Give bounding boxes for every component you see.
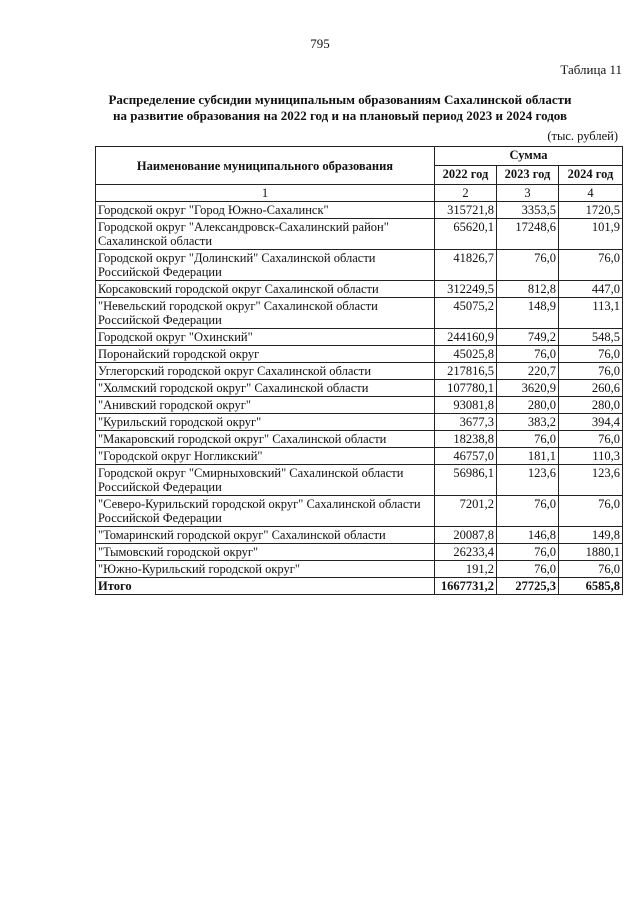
table-row bbox=[96, 329, 623, 346]
total-2024: 6585,8 bbox=[559, 578, 623, 595]
value-2024: 1880,1 bbox=[559, 544, 623, 561]
table-row bbox=[96, 346, 623, 363]
value-2023: 76,0 bbox=[497, 346, 559, 363]
value-2024: 76,0 bbox=[559, 250, 623, 281]
municipality-name: "Холмский городской округ" Сахалинской области bbox=[96, 380, 435, 397]
municipality-name: "Южно-Курильский городской округ" bbox=[96, 561, 435, 578]
value-2024: 101,9 bbox=[559, 219, 623, 250]
municipality-name: "Томаринский городской округ" Сахалинской области bbox=[96, 527, 435, 544]
value-2024: 76,0 bbox=[559, 496, 623, 527]
table-row bbox=[96, 527, 623, 544]
table-row bbox=[96, 219, 623, 250]
municipality-name: Городской округ "Охинский" bbox=[96, 329, 435, 346]
municipality-name: "Городской округ Ногликский" bbox=[96, 448, 435, 465]
value-2024: 76,0 bbox=[559, 431, 623, 448]
municipality-name: "Северо-Курильский городской округ" Сахалинской области Российской Федерации bbox=[96, 496, 435, 527]
value-2023: 146,8 bbox=[497, 527, 559, 544]
value-2022: 7201,2 bbox=[435, 496, 497, 527]
municipality-name: Городской округ "Долинский" Сахалинской области Российской Федерации bbox=[96, 250, 435, 281]
units-label: (тыс. рублей) bbox=[547, 129, 618, 143]
value-2023: 812,8 bbox=[497, 281, 559, 298]
value-2024: 149,8 bbox=[559, 527, 623, 544]
municipality-name: "Курильский городской округ" bbox=[96, 414, 435, 431]
header-name: Наименование муниципального образования bbox=[96, 147, 435, 185]
value-2022: 20087,8 bbox=[435, 527, 497, 544]
municipality-name: Углегорский городской округ Сахалинской области bbox=[96, 363, 435, 380]
municipality-name: "Невельский городской округ" Сахалинской области Российской Федерации bbox=[96, 298, 435, 329]
municipality-name: Городской округ "Город Южно-Сахалинск" bbox=[96, 202, 435, 219]
total-2022: 1667731,2 bbox=[435, 578, 497, 595]
header-year-2024: 2024 год bbox=[559, 166, 623, 185]
value-2024: 76,0 bbox=[559, 363, 623, 380]
table-row bbox=[96, 380, 623, 397]
value-2023: 123,6 bbox=[497, 465, 559, 496]
value-2022: 312249,5 bbox=[435, 281, 497, 298]
title-line-2: на развитие образования на 2022 год и на плановый период 2023 и 2024 годов bbox=[113, 108, 567, 123]
table-row bbox=[96, 414, 623, 431]
value-2022: 45075,2 bbox=[435, 298, 497, 329]
value-2022: 18238,8 bbox=[435, 431, 497, 448]
title-line-1: Распределение субсидии муниципальным образованиям Сахалинской области bbox=[108, 92, 572, 107]
value-2022: 56986,1 bbox=[435, 465, 497, 496]
table-row bbox=[96, 561, 623, 578]
value-2022: 46757,0 bbox=[435, 448, 497, 465]
value-2022: 191,2 bbox=[435, 561, 497, 578]
subsidy-table bbox=[95, 146, 623, 595]
column-number: 2 bbox=[435, 185, 497, 202]
header-sum: Сумма bbox=[435, 147, 623, 166]
value-2023: 181,1 bbox=[497, 448, 559, 465]
value-2024: 394,4 bbox=[559, 414, 623, 431]
value-2023: 3620,9 bbox=[497, 380, 559, 397]
table-title bbox=[60, 92, 620, 124]
value-2023: 76,0 bbox=[497, 431, 559, 448]
value-2024: 110,3 bbox=[559, 448, 623, 465]
value-2022: 65620,1 bbox=[435, 219, 497, 250]
table-row bbox=[96, 250, 623, 281]
value-2023: 76,0 bbox=[497, 250, 559, 281]
value-2023: 749,2 bbox=[497, 329, 559, 346]
total-row bbox=[96, 578, 623, 595]
column-number-row bbox=[96, 185, 623, 202]
total-2023: 27725,3 bbox=[497, 578, 559, 595]
value-2023: 220,7 bbox=[497, 363, 559, 380]
column-number: 4 bbox=[559, 185, 623, 202]
value-2022: 45025,8 bbox=[435, 346, 497, 363]
page-number: 795 bbox=[310, 36, 330, 51]
value-2023: 3353,5 bbox=[497, 202, 559, 219]
column-number: 1 bbox=[96, 185, 435, 202]
value-2024: 280,0 bbox=[559, 397, 623, 414]
table-row bbox=[96, 281, 623, 298]
municipality-name: "Тымовский городской округ" bbox=[96, 544, 435, 561]
value-2024: 548,5 bbox=[559, 329, 623, 346]
table-label: Таблица 11 bbox=[560, 62, 622, 77]
value-2024: 113,1 bbox=[559, 298, 623, 329]
value-2024: 76,0 bbox=[559, 346, 623, 363]
value-2023: 280,0 bbox=[497, 397, 559, 414]
table-row bbox=[96, 397, 623, 414]
value-2024: 1720,5 bbox=[559, 202, 623, 219]
column-number: 3 bbox=[497, 185, 559, 202]
table-body bbox=[96, 202, 623, 578]
value-2022: 3677,3 bbox=[435, 414, 497, 431]
municipality-name: "Макаровский городской округ" Сахалинской области bbox=[96, 431, 435, 448]
table-row bbox=[96, 202, 623, 219]
value-2024: 123,6 bbox=[559, 465, 623, 496]
table-row bbox=[96, 363, 623, 380]
table-row bbox=[96, 465, 623, 496]
value-2022: 315721,8 bbox=[435, 202, 497, 219]
table-row bbox=[96, 431, 623, 448]
value-2023: 76,0 bbox=[497, 544, 559, 561]
table-row bbox=[96, 544, 623, 561]
header-year-2023: 2023 год bbox=[497, 166, 559, 185]
municipality-name: Городской округ "Александровск-Сахалинский район" Сахалинской области bbox=[96, 219, 435, 250]
header-year-2022: 2022 год bbox=[435, 166, 497, 185]
value-2023: 383,2 bbox=[497, 414, 559, 431]
value-2024: 447,0 bbox=[559, 281, 623, 298]
table-row bbox=[96, 298, 623, 329]
value-2023: 76,0 bbox=[497, 561, 559, 578]
municipality-name: "Анивский городской округ" bbox=[96, 397, 435, 414]
value-2024: 260,6 bbox=[559, 380, 623, 397]
municipality-name: Городской округ "Смирныховский" Сахалинской области Российской Федерации bbox=[96, 465, 435, 496]
value-2022: 244160,9 bbox=[435, 329, 497, 346]
value-2022: 93081,8 bbox=[435, 397, 497, 414]
value-2023: 148,9 bbox=[497, 298, 559, 329]
table-row bbox=[96, 496, 623, 527]
value-2023: 17248,6 bbox=[497, 219, 559, 250]
value-2022: 41826,7 bbox=[435, 250, 497, 281]
municipality-name: Корсаковский городской округ Сахалинской области bbox=[96, 281, 435, 298]
value-2023: 76,0 bbox=[497, 496, 559, 527]
value-2022: 217816,5 bbox=[435, 363, 497, 380]
table-row bbox=[96, 448, 623, 465]
municipality-name: Поронайский городской округ bbox=[96, 346, 435, 363]
total-label: Итого bbox=[96, 578, 435, 595]
value-2022: 26233,4 bbox=[435, 544, 497, 561]
value-2022: 107780,1 bbox=[435, 380, 497, 397]
value-2024: 76,0 bbox=[559, 561, 623, 578]
